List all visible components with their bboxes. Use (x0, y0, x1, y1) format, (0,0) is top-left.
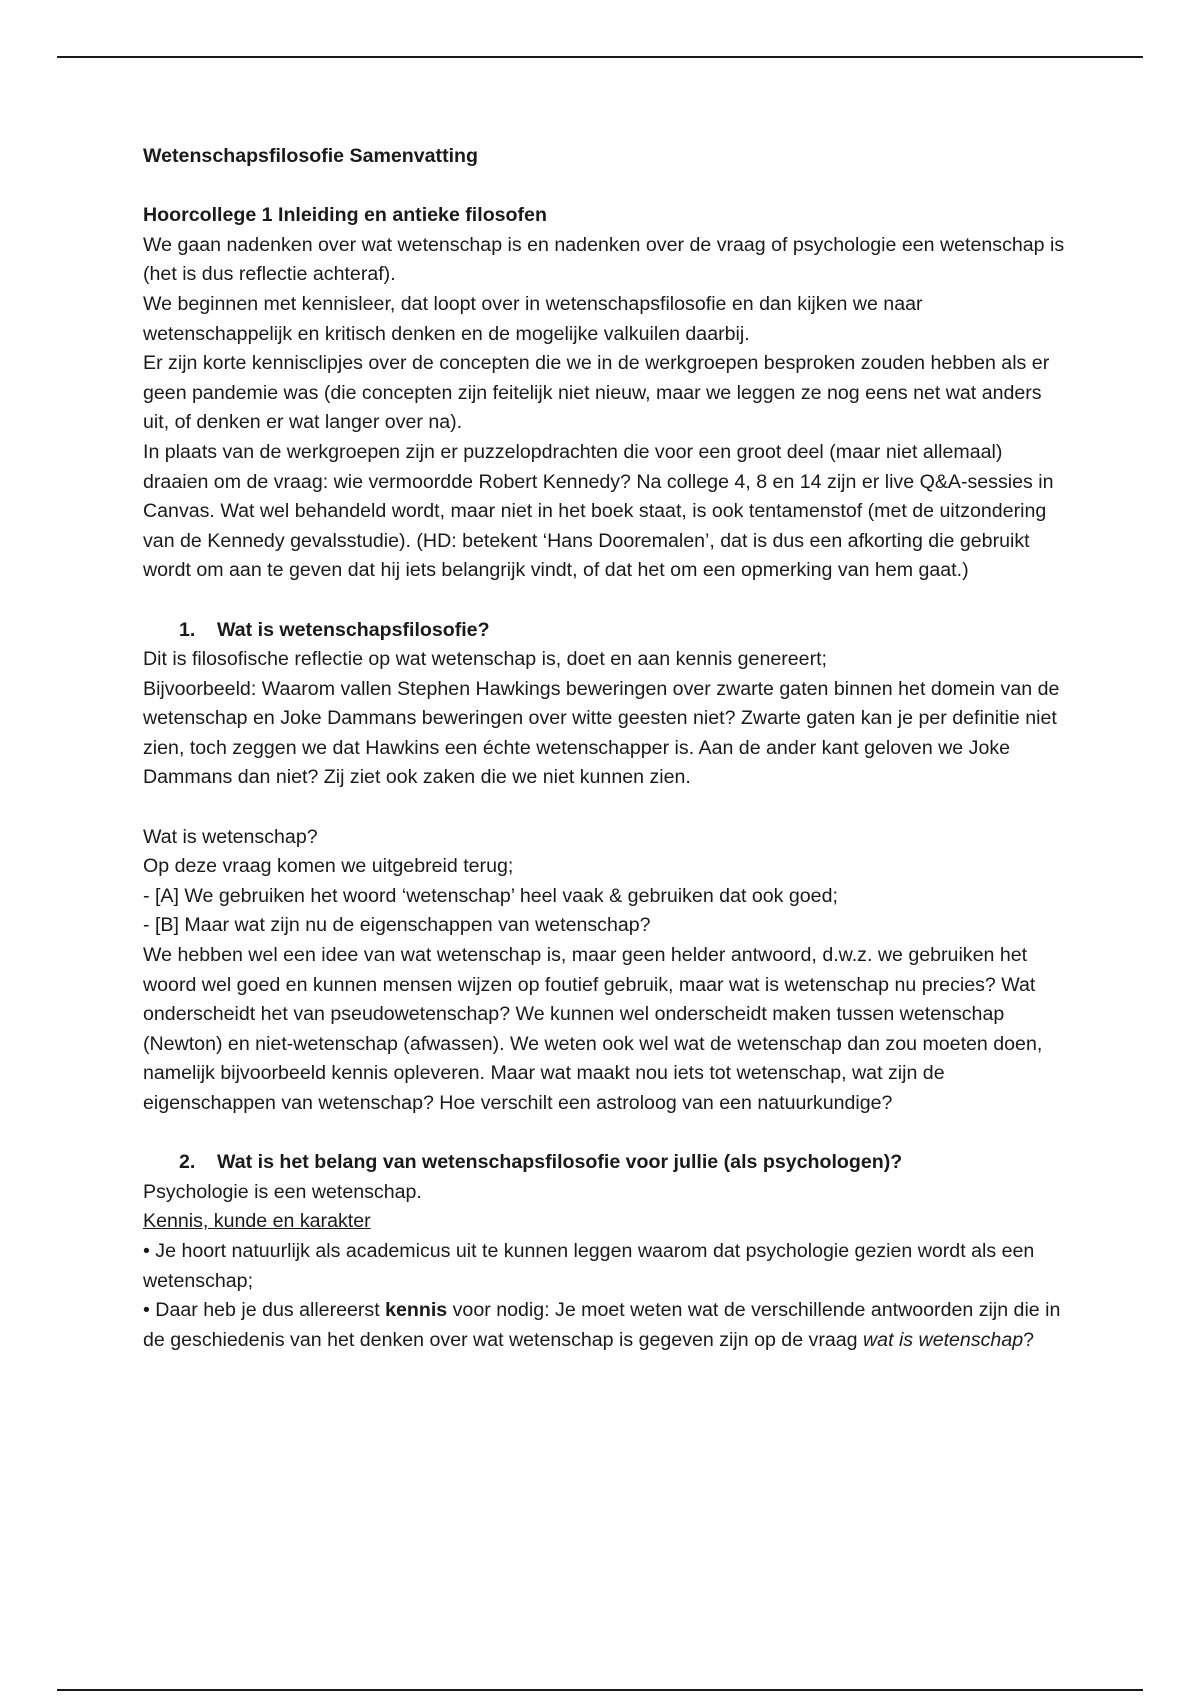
lecture-heading: Hoorcollege 1 Inleiding en antieke filosofen (143, 204, 547, 227)
italic-term: wat is wetenschap (863, 1328, 1024, 1351)
section-number: 2. (179, 1151, 196, 1174)
bold-term: kennis (385, 1299, 448, 1322)
sub-line: - [A] We gebruiken het woord ‘wetenschap’ heel vaak & gebruiken dat ook goed; (143, 884, 838, 907)
sub-paragraph: We hebben wel een idee van wat wetenschap is, maar geen helder antwoord, d.w.z. we gebruiken het woord wel goed en kunnen mensen wijzen op foutief gebruik, maar wat is wetenschap nu precies? Wat onderscheidt het van pseudowetenschap? We kunnen wel onderscheidt maken tussen wetenschap (Newton) en niet-wetenschap (afwassen). We weten ook wel wat de wetenschap dan zou moeten doen, namelijk bijvoorbeeld kennis opleveren. Maar wat maakt nou iets tot wetenschap, wat zijn de eigenschappen van wetenschap? Hoe verschilt een astroloog van een natuurkundige? (143, 944, 1043, 1114)
section-2-line: Psychologie is een wetenschap. (143, 1180, 422, 1203)
sub-line: Op deze vraag komen we uitgebreid terug; (143, 855, 514, 878)
section-1-paragraph: Bijvoorbeeld: Waarom vallen Stephen Hawkings beweringen over zwarte gaten binnen het domein van de wetenschap en Joke Dammans beweringen over witte geesten niet? Zwarte gaten kan je per definitie niet zien, toch zeggen we dat Hawkins een échte wetenschapper is. Aan de ander kant geloven we Joke Dammans dan niet? Zij ziet ook zaken die we niet kunnen zien. (143, 677, 1060, 789)
bullet-item (143, 1296, 1073, 1355)
bullet-item: • Je hoort natuurlijk als academicus uit te kunnen leggen waarom dat psychologie gezien wordt als een wetenschap; (143, 1239, 1035, 1292)
underlined-subheading (143, 1207, 1073, 1237)
section-2-heading (143, 1148, 1073, 1178)
section-number: 1. (179, 618, 196, 641)
bullet-text: ? (1023, 1328, 1035, 1351)
sub-line: - [B] Maar wat zijn nu de eigenschappen van wetenschap? (143, 914, 651, 937)
document-page (143, 142, 1073, 1355)
header-rule (57, 56, 1143, 58)
bullet-text: • Daar heb je dus allereerst (143, 1299, 386, 1322)
intro-paragraph: We gaan nadenken over wat wetenschap is en nadenken over de vraag of psychologie een wetenschap is (het is dus reflectie achteraf). (143, 233, 1065, 286)
intro-paragraph: We beginnen met kennisleer, dat loopt over in wetenschapsfilosofie en dan kijken we naar wetenschappelijk en kritisch denken en de mogelijke valkuilen daarbij. (143, 292, 923, 345)
underlined-text: Kennis, kunde en karakter (143, 1210, 371, 1233)
intro-paragraph: Er zijn korte kennisclipjes over de concepten die we in de werkgroepen besproken zouden hebben als er geen pandemie was (die concepten zijn feitelijk niet nieuw, maar we leggen ze nog eens net wat anders uit, of denken er wat langer over na). (143, 352, 1050, 434)
intro-paragraph: In plaats van de werkgroepen zijn er puzzelopdrachten die voor een groot deel (maar niet allemaal) draaien om de vraag: wie vermoordde Robert Kennedy? Na college 4, 8 en 14 zijn er live Q&A-sessies in Canvas. Wat wel behandeld wordt, maar niet in het boek staat, is ook tentamenstof (met de uitzondering van de Kennedy gevalsstudie). (HD: betekent ‘Hans Dooremalen’, dat is dus een afkorting die gebruikt wordt om aan te geven dat hij iets belangrijk vindt, of dat het om een opmerking van hem gaat.) (143, 440, 1054, 582)
section-heading-text: Wat is het belang van wetenschapsfilosofie voor jullie (als psychologen)? (217, 1151, 903, 1174)
sub-question: Wat is wetenschap? (143, 825, 318, 848)
footer-rule (57, 1689, 1143, 1691)
document-title: Wetenschapsfilosofie Samenvatting (143, 145, 478, 167)
section-1-heading (143, 616, 1073, 646)
section-heading-text: Wat is wetenschapsfilosofie? (217, 618, 490, 641)
section-1-paragraph: Dit is filosofische reflectie op wat wetenschap is, doet en aan kennis genereert; (143, 648, 827, 671)
bullet-text: voor nodig: Je moet weten wat de verschillende antwoorden zijn die in de geschiedenis van het denken over wat wetenschap is gegeven zijn op de vraag (143, 1299, 1061, 1351)
